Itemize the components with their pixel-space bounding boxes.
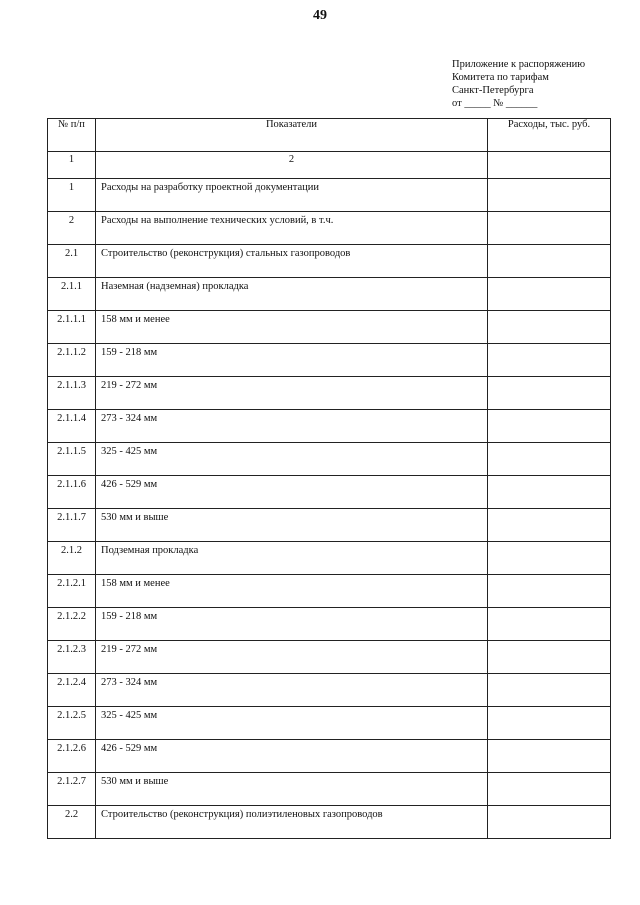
row-number: 2.2 — [48, 806, 96, 839]
table-row — [48, 575, 611, 608]
row-cost — [488, 278, 611, 311]
table-row — [48, 608, 611, 641]
row-indicator: Расходы на выполнение технических условий, в т.ч. — [96, 212, 488, 245]
table-row — [48, 509, 611, 542]
table-row — [48, 641, 611, 674]
row-cost — [488, 509, 611, 542]
table-row — [48, 707, 611, 740]
appendix-caption — [452, 58, 585, 110]
row-indicator: 273 - 324 мм — [96, 674, 488, 707]
row-indicator: Наземная (надземная) прокладка — [96, 278, 488, 311]
row-number: 2.1.2 — [48, 542, 96, 575]
row-number: 2.1.2.3 — [48, 641, 96, 674]
table-row — [48, 443, 611, 476]
table-row — [48, 344, 611, 377]
row-cost — [488, 608, 611, 641]
table-row — [48, 542, 611, 575]
row-number: 2.1.1.5 — [48, 443, 96, 476]
row-cost — [488, 245, 611, 278]
row-number: 2.1.2.1 — [48, 575, 96, 608]
row-indicator: 530 мм и выше — [96, 509, 488, 542]
row-cost — [488, 476, 611, 509]
header-indicators: Показатели — [96, 119, 488, 152]
row-cost — [488, 311, 611, 344]
row-number: 2.1.2.6 — [48, 740, 96, 773]
row-indicator: 159 - 218 мм — [96, 608, 488, 641]
index-cost — [488, 152, 611, 179]
row-cost — [488, 740, 611, 773]
row-cost — [488, 674, 611, 707]
row-indicator: 426 - 529 мм — [96, 740, 488, 773]
row-number: 2 — [48, 212, 96, 245]
row-number: 2.1.1.6 — [48, 476, 96, 509]
row-number: 2.1 — [48, 245, 96, 278]
row-number: 1 — [48, 179, 96, 212]
table-row — [48, 476, 611, 509]
row-cost — [488, 344, 611, 377]
row-number: 2.1.1 — [48, 278, 96, 311]
table-row — [48, 278, 611, 311]
header-cost: Расходы, тыс. руб. — [488, 119, 611, 152]
row-indicator: 325 - 425 мм — [96, 443, 488, 476]
row-indicator: 426 - 529 мм — [96, 476, 488, 509]
row-indicator: 158 мм и менее — [96, 575, 488, 608]
table-header-row — [48, 119, 611, 152]
row-cost — [488, 575, 611, 608]
row-number: 2.1.1.1 — [48, 311, 96, 344]
index-num: 1 — [48, 152, 96, 179]
row-number: 2.1.2.5 — [48, 707, 96, 740]
row-indicator: Расходы на разработку проектной документации — [96, 179, 488, 212]
row-cost — [488, 641, 611, 674]
appendix-line: Приложение к распоряжению — [452, 59, 586, 70]
table-row — [48, 806, 611, 839]
appendix-line: Санкт-Петербурга — [452, 85, 534, 96]
row-cost — [488, 410, 611, 443]
table-row — [48, 212, 611, 245]
row-cost — [488, 179, 611, 212]
row-indicator: 530 мм и выше — [96, 773, 488, 806]
table-row — [48, 773, 611, 806]
row-indicator: 159 - 218 мм — [96, 344, 488, 377]
row-number: 2.1.2.4 — [48, 674, 96, 707]
table-row — [48, 740, 611, 773]
row-cost — [488, 377, 611, 410]
indicators-table — [47, 118, 611, 839]
row-indicator: 273 - 324 мм — [96, 410, 488, 443]
row-cost — [488, 542, 611, 575]
row-cost — [488, 806, 611, 839]
row-cost — [488, 707, 611, 740]
row-indicator: 325 - 425 мм — [96, 707, 488, 740]
header-num: № п/п — [48, 119, 96, 152]
table-row — [48, 311, 611, 344]
column-index-row — [48, 152, 611, 179]
row-indicator: 219 - 272 мм — [96, 377, 488, 410]
row-cost — [488, 773, 611, 806]
table-row — [48, 410, 611, 443]
row-number: 2.1.1.4 — [48, 410, 96, 443]
row-cost — [488, 443, 611, 476]
row-indicator: Строительство (реконструкция) стальных газопроводов — [96, 245, 488, 278]
row-number: 2.1.1.7 — [48, 509, 96, 542]
row-number: 2.1.2.7 — [48, 773, 96, 806]
table-row — [48, 377, 611, 410]
appendix-line: от _____ № ______ — [452, 98, 538, 109]
index-name: 2 — [96, 152, 488, 179]
table-row — [48, 179, 611, 212]
row-number: 2.1.1.2 — [48, 344, 96, 377]
table-row — [48, 674, 611, 707]
row-indicator: Подземная прокладка — [96, 542, 488, 575]
page-number: 49 — [313, 8, 327, 23]
appendix-line: Комитета по тарифам — [452, 72, 549, 83]
row-indicator: 158 мм и менее — [96, 311, 488, 344]
row-number: 2.1.2.2 — [48, 608, 96, 641]
row-indicator: 219 - 272 мм — [96, 641, 488, 674]
row-cost — [488, 212, 611, 245]
row-number: 2.1.1.3 — [48, 377, 96, 410]
table-row — [48, 245, 611, 278]
row-indicator: Строительство (реконструкция) полиэтиленовых газопроводов — [96, 806, 488, 839]
